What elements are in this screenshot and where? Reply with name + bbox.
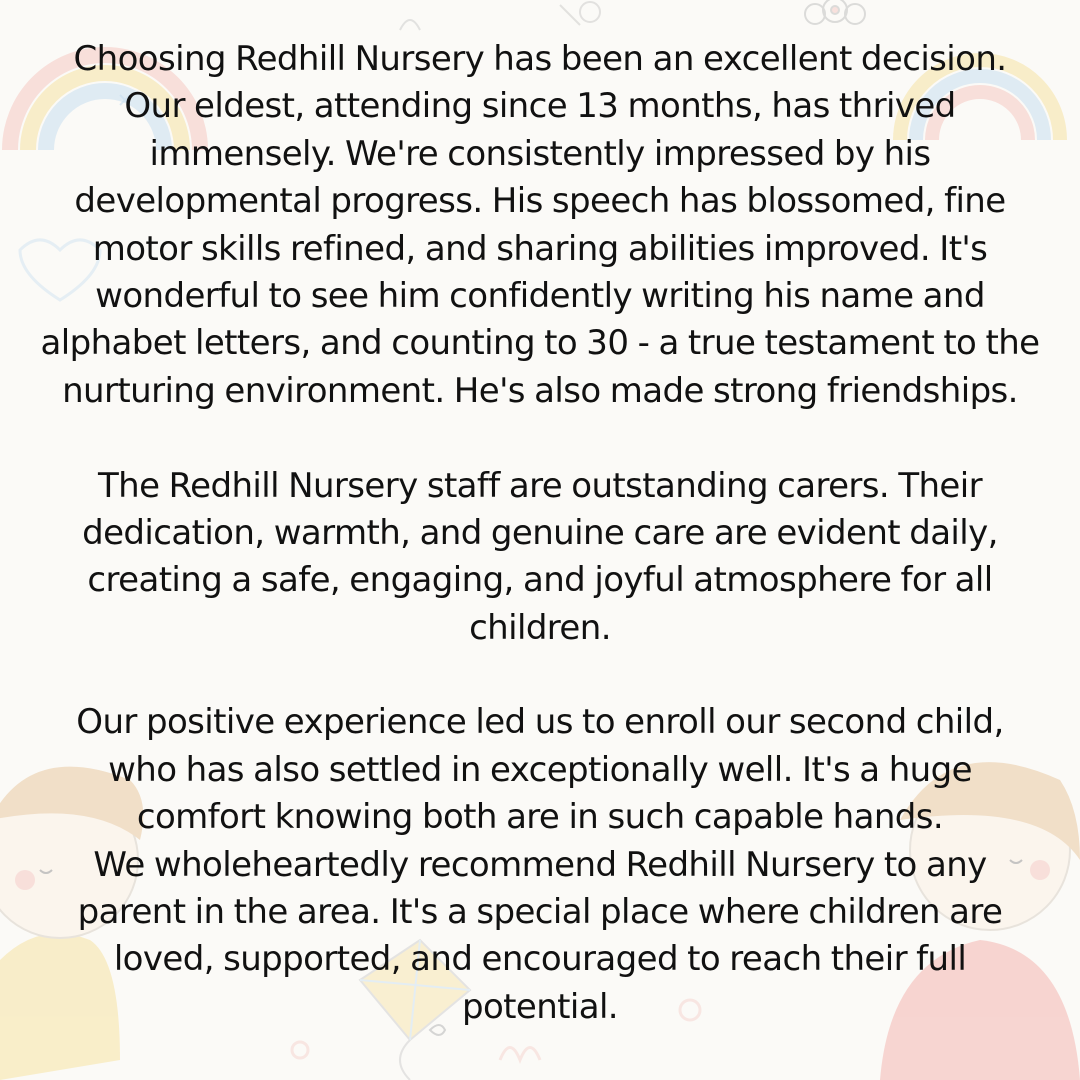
testimonial-line: alphabet letters, and counting to 30 - a true testament to the bbox=[40, 323, 1040, 364]
testimonial-line: nurturing environment. He's also made strong friendships. bbox=[62, 370, 1018, 411]
flower-icon bbox=[805, 0, 865, 24]
testimonial-text bbox=[10, 36, 1070, 1031]
testimonial-line: creating a safe, engaging, and joyful atmosphere for all bbox=[87, 560, 993, 601]
testimonial-line: children. bbox=[469, 607, 611, 648]
paragraph-spacer bbox=[10, 652, 1070, 699]
testimonial-line: Our eldest, attending since 13 months, has thrived bbox=[124, 86, 956, 127]
testimonial-line: immensely. We're consistently impressed by his bbox=[149, 133, 931, 174]
testimonial-line: developmental progress. His speech has blossomed, fine bbox=[74, 181, 1006, 222]
testimonial-line: We wholeheartedly recommend Redhill Nursery to any bbox=[93, 844, 987, 885]
sun-icon bbox=[560, 2, 600, 25]
testimonial-line: who has also settled in exceptionally well. It's a huge bbox=[108, 749, 972, 790]
testimonial-line: motor skills refined, and sharing abilities improved. It's bbox=[92, 228, 988, 269]
testimonial-line: comfort knowing both are in such capable hands. bbox=[136, 797, 944, 838]
testimonial-line: parent in the area. It's a special place where children are bbox=[77, 892, 1003, 933]
testimonial-line: Choosing Redhill Nursery has been an excellent decision. bbox=[73, 39, 1007, 79]
testimonial-line: Our positive experience led us to enroll our second child, bbox=[76, 702, 1004, 743]
paragraph-spacer bbox=[10, 415, 1070, 462]
testimonial-line: wonderful to see him confidently writing his name and bbox=[95, 275, 985, 316]
testimonial-line: The Redhill Nursery staff are outstanding carers. Their bbox=[98, 465, 982, 506]
testimonial-line: dedication, warmth, and genuine care are evident daily, bbox=[82, 512, 998, 553]
testimonial-line: potential. bbox=[461, 986, 619, 1027]
testimonial-line: loved, supported, and encouraged to reach their full bbox=[113, 939, 967, 980]
